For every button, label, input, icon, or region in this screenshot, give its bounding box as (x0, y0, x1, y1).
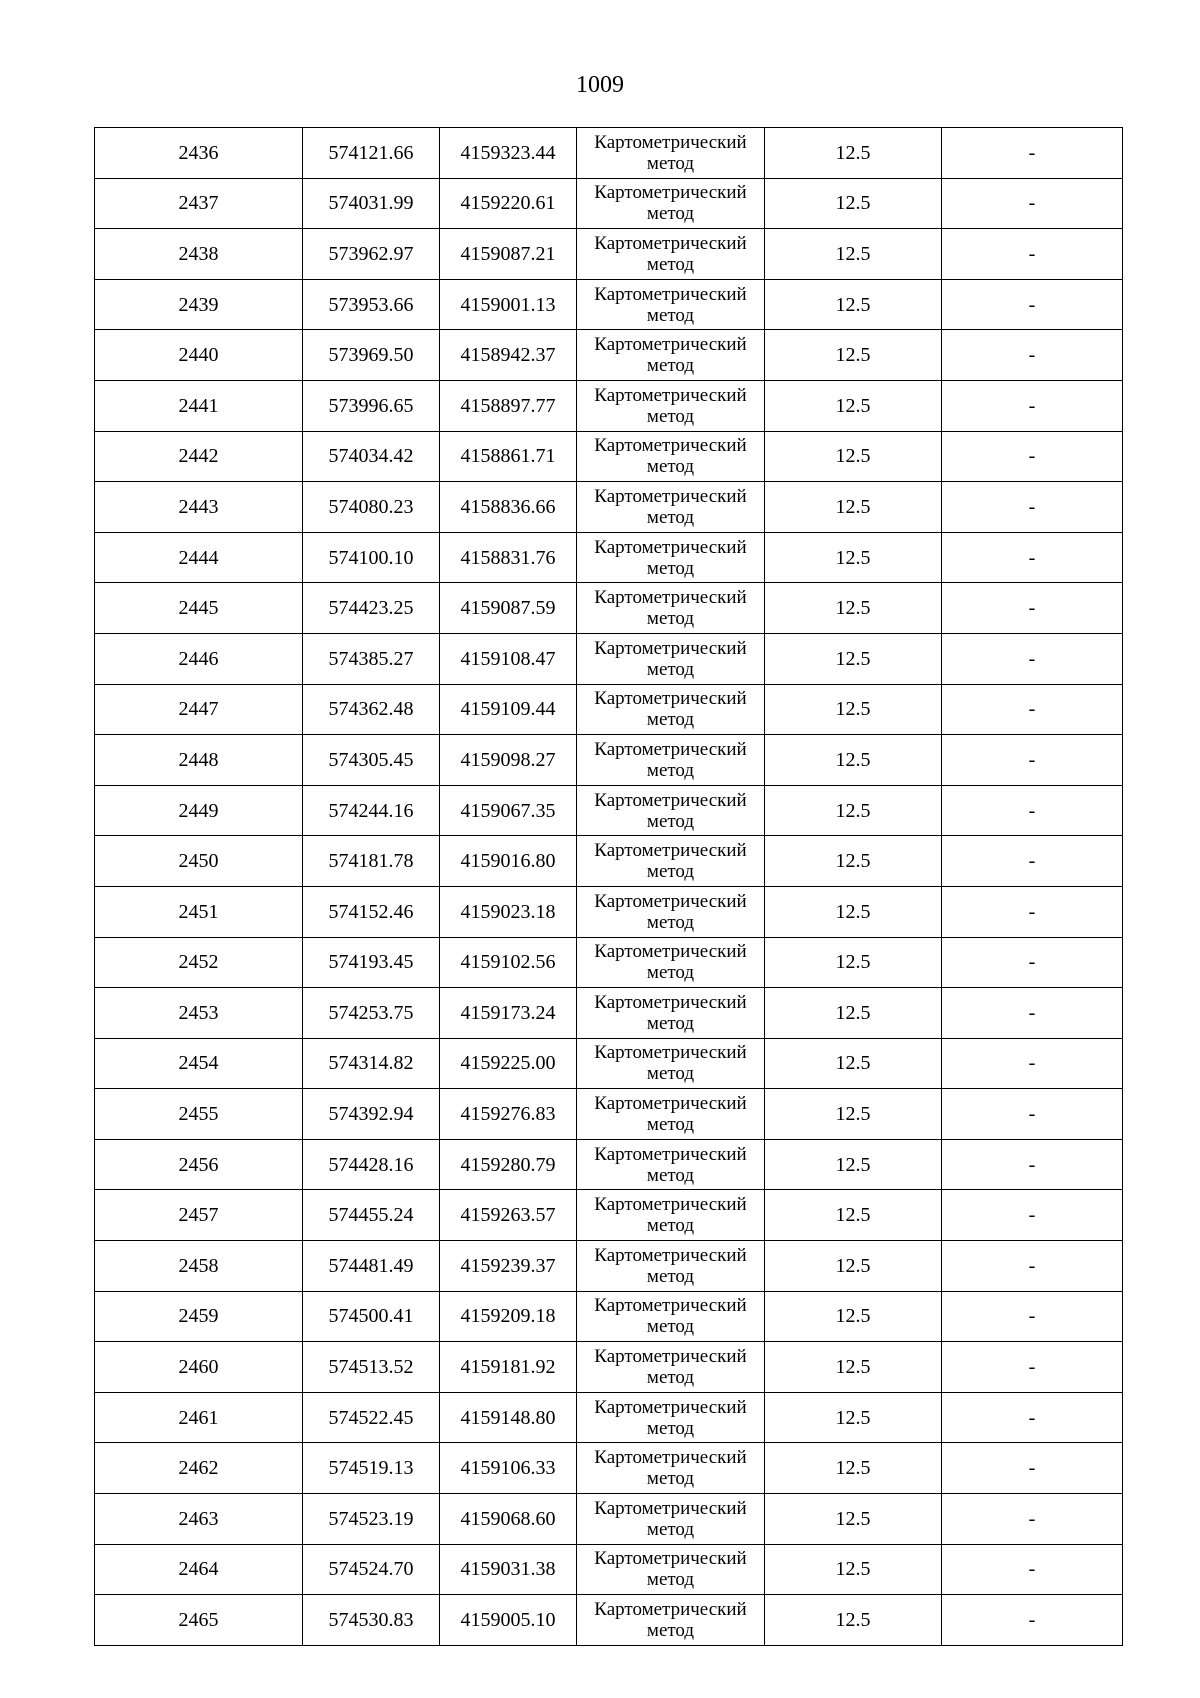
cell-accuracy: 12.5 (765, 1392, 942, 1443)
cell-point-number: 2443 (95, 482, 303, 533)
cell-x-coordinate: 574519.13 (303, 1443, 440, 1494)
cell-accuracy: 12.5 (765, 1241, 942, 1292)
cell-y-coordinate: 4159220.61 (440, 178, 577, 229)
cell-point-number: 2459 (95, 1291, 303, 1342)
cell-method: Картометрический метод (577, 633, 765, 684)
table-row (95, 532, 1123, 583)
cell-x-coordinate: 574513.52 (303, 1342, 440, 1393)
cell-method: Картометрический метод (577, 988, 765, 1039)
cell-y-coordinate: 4159016.80 (440, 836, 577, 887)
cell-x-coordinate: 574423.25 (303, 583, 440, 634)
cell-method: Картометрический метод (577, 684, 765, 735)
table-row (95, 380, 1123, 431)
cell-point-number: 2463 (95, 1494, 303, 1545)
cell-point-number: 2452 (95, 937, 303, 988)
table-row (95, 482, 1123, 533)
table-row (95, 1392, 1123, 1443)
cell-y-coordinate: 4159209.18 (440, 1291, 577, 1342)
cell-accuracy: 12.5 (765, 1038, 942, 1089)
cell-y-coordinate: 4159181.92 (440, 1342, 577, 1393)
table-row (95, 633, 1123, 684)
cell-method: Картометрический метод (577, 380, 765, 431)
table-row (95, 583, 1123, 634)
table-row (95, 1291, 1123, 1342)
cell-point-number: 2442 (95, 431, 303, 482)
cell-accuracy: 12.5 (765, 128, 942, 179)
cell-point-number: 2458 (95, 1241, 303, 1292)
cell-point-number: 2456 (95, 1139, 303, 1190)
cell-note: - (942, 178, 1123, 229)
cell-note: - (942, 279, 1123, 330)
cell-y-coordinate: 4159108.47 (440, 633, 577, 684)
cell-accuracy: 12.5 (765, 1342, 942, 1393)
cell-accuracy: 12.5 (765, 583, 942, 634)
cell-note: - (942, 431, 1123, 482)
cell-method: Картометрический метод (577, 583, 765, 634)
table-row (95, 1595, 1123, 1646)
cell-method: Картометрический метод (577, 1139, 765, 1190)
cell-y-coordinate: 4158861.71 (440, 431, 577, 482)
cell-point-number: 2446 (95, 633, 303, 684)
cell-point-number: 2436 (95, 128, 303, 179)
cell-point-number: 2461 (95, 1392, 303, 1443)
cell-note: - (942, 633, 1123, 684)
table-row (95, 988, 1123, 1039)
cell-method: Картометрический метод (577, 1494, 765, 1545)
table-row (95, 1544, 1123, 1595)
cell-note: - (942, 1139, 1123, 1190)
cell-accuracy: 12.5 (765, 1494, 942, 1545)
cell-point-number: 2439 (95, 279, 303, 330)
cell-point-number: 2438 (95, 229, 303, 280)
cell-x-coordinate: 574181.78 (303, 836, 440, 887)
cell-note: - (942, 1190, 1123, 1241)
cell-x-coordinate: 574455.24 (303, 1190, 440, 1241)
cell-point-number: 2449 (95, 785, 303, 836)
cell-point-number: 2451 (95, 886, 303, 937)
cell-y-coordinate: 4159001.13 (440, 279, 577, 330)
cell-note: - (942, 937, 1123, 988)
cell-note: - (942, 583, 1123, 634)
cell-x-coordinate: 574253.75 (303, 988, 440, 1039)
table-row (95, 684, 1123, 735)
cell-y-coordinate: 4159323.44 (440, 128, 577, 179)
cell-y-coordinate: 4159023.18 (440, 886, 577, 937)
cell-note: - (942, 229, 1123, 280)
cell-note: - (942, 1342, 1123, 1393)
cell-point-number: 2448 (95, 735, 303, 786)
cell-accuracy: 12.5 (765, 532, 942, 583)
cell-method: Картометрический метод (577, 1443, 765, 1494)
cell-x-coordinate: 574193.45 (303, 937, 440, 988)
cell-x-coordinate: 574524.70 (303, 1544, 440, 1595)
cell-note: - (942, 1443, 1123, 1494)
cell-point-number: 2444 (95, 532, 303, 583)
cell-y-coordinate: 4159087.59 (440, 583, 577, 634)
cell-y-coordinate: 4159276.83 (440, 1089, 577, 1140)
cell-y-coordinate: 4158831.76 (440, 532, 577, 583)
cell-x-coordinate: 574385.27 (303, 633, 440, 684)
cell-note: - (942, 1291, 1123, 1342)
cell-note: - (942, 128, 1123, 179)
cell-y-coordinate: 4159173.24 (440, 988, 577, 1039)
table-row (95, 1342, 1123, 1393)
cell-y-coordinate: 4159280.79 (440, 1139, 577, 1190)
cell-accuracy: 12.5 (765, 937, 942, 988)
cell-y-coordinate: 4159098.27 (440, 735, 577, 786)
cell-accuracy: 12.5 (765, 1190, 942, 1241)
cell-point-number: 2454 (95, 1038, 303, 1089)
cell-note: - (942, 684, 1123, 735)
cell-y-coordinate: 4158836.66 (440, 482, 577, 533)
cell-accuracy: 12.5 (765, 229, 942, 280)
cell-method: Картометрический метод (577, 937, 765, 988)
cell-y-coordinate: 4158942.37 (440, 330, 577, 381)
cell-accuracy: 12.5 (765, 1544, 942, 1595)
cell-point-number: 2465 (95, 1595, 303, 1646)
cell-accuracy: 12.5 (765, 431, 942, 482)
cell-method: Картометрический метод (577, 128, 765, 179)
cell-point-number: 2453 (95, 988, 303, 1039)
cell-accuracy: 12.5 (765, 633, 942, 684)
cell-x-coordinate: 574100.10 (303, 532, 440, 583)
cell-note: - (942, 1494, 1123, 1545)
cell-x-coordinate: 573996.65 (303, 380, 440, 431)
cell-point-number: 2437 (95, 178, 303, 229)
cell-note: - (942, 1089, 1123, 1140)
cell-method: Картометрический метод (577, 735, 765, 786)
cell-x-coordinate: 574362.48 (303, 684, 440, 735)
cell-point-number: 2464 (95, 1544, 303, 1595)
table-row (95, 431, 1123, 482)
cell-accuracy: 12.5 (765, 735, 942, 786)
cell-x-coordinate: 574244.16 (303, 785, 440, 836)
cell-accuracy: 12.5 (765, 785, 942, 836)
cell-note: - (942, 1544, 1123, 1595)
table-row (95, 1494, 1123, 1545)
cell-point-number: 2440 (95, 330, 303, 381)
cell-note: - (942, 330, 1123, 381)
cell-x-coordinate: 574314.82 (303, 1038, 440, 1089)
cell-point-number: 2460 (95, 1342, 303, 1393)
table-row (95, 1139, 1123, 1190)
cell-note: - (942, 380, 1123, 431)
cell-x-coordinate: 574522.45 (303, 1392, 440, 1443)
cell-y-coordinate: 4158897.77 (440, 380, 577, 431)
table-row (95, 785, 1123, 836)
cell-x-coordinate: 574152.46 (303, 886, 440, 937)
table-row (95, 836, 1123, 887)
table-row (95, 1443, 1123, 1494)
cell-x-coordinate: 574500.41 (303, 1291, 440, 1342)
cell-note: - (942, 836, 1123, 887)
table-row (95, 1190, 1123, 1241)
cell-accuracy: 12.5 (765, 482, 942, 533)
table-row (95, 330, 1123, 381)
table-row (95, 279, 1123, 330)
cell-accuracy: 12.5 (765, 1291, 942, 1342)
cell-method: Картометрический метод (577, 178, 765, 229)
cell-note: - (942, 1392, 1123, 1443)
cell-y-coordinate: 4159031.38 (440, 1544, 577, 1595)
cell-accuracy: 12.5 (765, 330, 942, 381)
cell-note: - (942, 1038, 1123, 1089)
cell-y-coordinate: 4159263.57 (440, 1190, 577, 1241)
cell-y-coordinate: 4159067.35 (440, 785, 577, 836)
cell-y-coordinate: 4159068.60 (440, 1494, 577, 1545)
cell-accuracy: 12.5 (765, 1443, 942, 1494)
cell-accuracy: 12.5 (765, 1595, 942, 1646)
cell-accuracy: 12.5 (765, 886, 942, 937)
cell-note: - (942, 886, 1123, 937)
table-row (95, 229, 1123, 280)
cell-method: Картометрический метод (577, 279, 765, 330)
cell-accuracy: 12.5 (765, 178, 942, 229)
cell-note: - (942, 988, 1123, 1039)
table-row (95, 1038, 1123, 1089)
cell-x-coordinate: 574428.16 (303, 1139, 440, 1190)
coordinates-table-body (95, 128, 1123, 1646)
cell-x-coordinate: 574121.66 (303, 128, 440, 179)
cell-method: Картометрический метод (577, 1544, 765, 1595)
cell-method: Картометрический метод (577, 1291, 765, 1342)
cell-method: Картометрический метод (577, 482, 765, 533)
cell-x-coordinate: 574031.99 (303, 178, 440, 229)
cell-accuracy: 12.5 (765, 1139, 942, 1190)
cell-method: Картометрический метод (577, 431, 765, 482)
table-row (95, 1241, 1123, 1292)
cell-method: Картометрический метод (577, 229, 765, 280)
page-number: 1009 (576, 72, 624, 98)
cell-y-coordinate: 4159239.37 (440, 1241, 577, 1292)
cell-point-number: 2450 (95, 836, 303, 887)
table-row (95, 735, 1123, 786)
cell-method: Картометрический метод (577, 330, 765, 381)
cell-x-coordinate: 574481.49 (303, 1241, 440, 1292)
cell-note: - (942, 1595, 1123, 1646)
cell-y-coordinate: 4159148.80 (440, 1392, 577, 1443)
cell-x-coordinate: 574523.19 (303, 1494, 440, 1545)
cell-accuracy: 12.5 (765, 380, 942, 431)
cell-x-coordinate: 574305.45 (303, 735, 440, 786)
cell-method: Картометрический метод (577, 1241, 765, 1292)
cell-y-coordinate: 4159102.56 (440, 937, 577, 988)
coordinates-table (94, 127, 1123, 1646)
cell-method: Картометрический метод (577, 1190, 765, 1241)
cell-method: Картометрический метод (577, 1392, 765, 1443)
cell-point-number: 2447 (95, 684, 303, 735)
cell-x-coordinate: 573953.66 (303, 279, 440, 330)
cell-method: Картометрический метод (577, 532, 765, 583)
table-row (95, 1089, 1123, 1140)
cell-accuracy: 12.5 (765, 684, 942, 735)
table-row (95, 886, 1123, 937)
cell-method: Картометрический метод (577, 785, 765, 836)
cell-y-coordinate: 4159225.00 (440, 1038, 577, 1089)
cell-point-number: 2441 (95, 380, 303, 431)
cell-accuracy: 12.5 (765, 1089, 942, 1140)
cell-y-coordinate: 4159109.44 (440, 684, 577, 735)
table-row (95, 178, 1123, 229)
cell-method: Картометрический метод (577, 1595, 765, 1646)
cell-point-number: 2457 (95, 1190, 303, 1241)
cell-x-coordinate: 574392.94 (303, 1089, 440, 1140)
cell-y-coordinate: 4159106.33 (440, 1443, 577, 1494)
cell-note: - (942, 785, 1123, 836)
cell-method: Картометрический метод (577, 1038, 765, 1089)
cell-note: - (942, 735, 1123, 786)
cell-point-number: 2455 (95, 1089, 303, 1140)
cell-y-coordinate: 4159087.21 (440, 229, 577, 280)
cell-method: Картометрический метод (577, 886, 765, 937)
cell-method: Картометрический метод (577, 1342, 765, 1393)
cell-point-number: 2462 (95, 1443, 303, 1494)
cell-y-coordinate: 4159005.10 (440, 1595, 577, 1646)
cell-x-coordinate: 573962.97 (303, 229, 440, 280)
cell-method: Картометрический метод (577, 836, 765, 887)
cell-x-coordinate: 574530.83 (303, 1595, 440, 1646)
cell-x-coordinate: 574034.42 (303, 431, 440, 482)
cell-x-coordinate: 573969.50 (303, 330, 440, 381)
table-row (95, 128, 1123, 179)
cell-point-number: 2445 (95, 583, 303, 634)
cell-accuracy: 12.5 (765, 988, 942, 1039)
cell-x-coordinate: 574080.23 (303, 482, 440, 533)
table-row (95, 937, 1123, 988)
cell-accuracy: 12.5 (765, 836, 942, 887)
cell-method: Картометрический метод (577, 1089, 765, 1140)
cell-note: - (942, 532, 1123, 583)
cell-accuracy: 12.5 (765, 279, 942, 330)
cell-note: - (942, 1241, 1123, 1292)
cell-note: - (942, 482, 1123, 533)
